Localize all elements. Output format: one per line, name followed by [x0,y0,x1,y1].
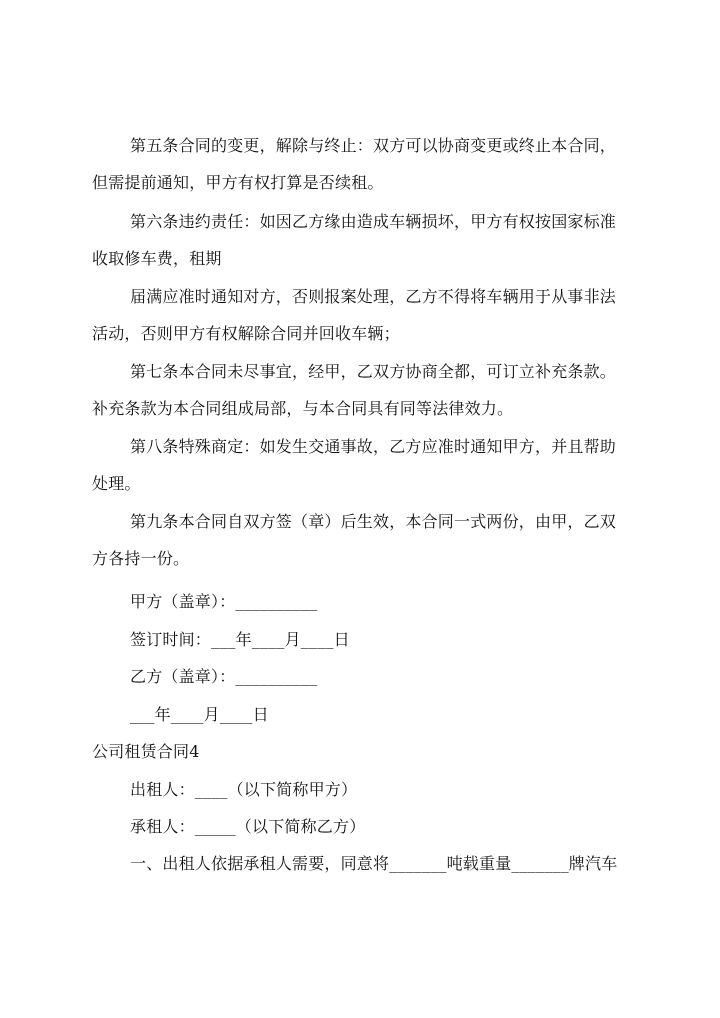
clause-7-line-2: 补充条款为本合同组成局部，与本合同具有同等法律效力。 [92,399,514,418]
party-b-date-line: ___年____月____日 [130,705,269,724]
clause-6-line-4: 活动，否则甲方有权解除合同并回收车辆； [92,324,400,343]
clause-6-line-2: 收取修车费，租期 [92,249,222,268]
lessor-line: 出租人：____（以下简称甲方） [130,780,358,799]
clause-6-line-3: 届满应准时通知对方，否则报案处理，乙方不得将车辆用于从事非法 [130,287,617,306]
clause-9-line-2: 方各持一份。 [92,549,190,568]
party-a-seal-line: 甲方（盖章）：__________ [130,592,318,611]
clause-8-line-2: 处理。 [92,474,141,493]
section-title: 公司租赁合同4 [92,742,200,761]
clause-8-line-1: 第八条特殊商定：如发生交通事故，乙方应准时通知甲方，并且帮助 [130,437,617,456]
article-1-line: 一、出租人依据承租人需要，同意将_______吨载重量_______牌汽车 [130,854,618,873]
clause-9-line-1: 第九条本合同自双方签（章）后生效，本合同一式两份，由甲，乙双 [130,512,617,531]
clause-7-line-1: 第七条本合同未尽事宜，经甲，乙双方协商全都，可订立补充条款。 [130,362,617,381]
signing-date-line: 签订时间：___年____月____日 [130,630,350,649]
clause-5-line-1: 第五条合同的变更，解除与终止：双方可以协商变更或终止本合同， [130,136,617,155]
lessee-line: 承租人：_____（以下简称乙方） [130,817,366,836]
clause-5-line-2: 但需提前通知，甲方有权打算是否续租。 [92,173,384,192]
clause-6-line-1: 第六条违约责任：如因乙方缘由造成车辆损坏，甲方有权按国家标准 [130,212,617,231]
party-b-seal-line: 乙方（盖章）：__________ [130,667,318,686]
